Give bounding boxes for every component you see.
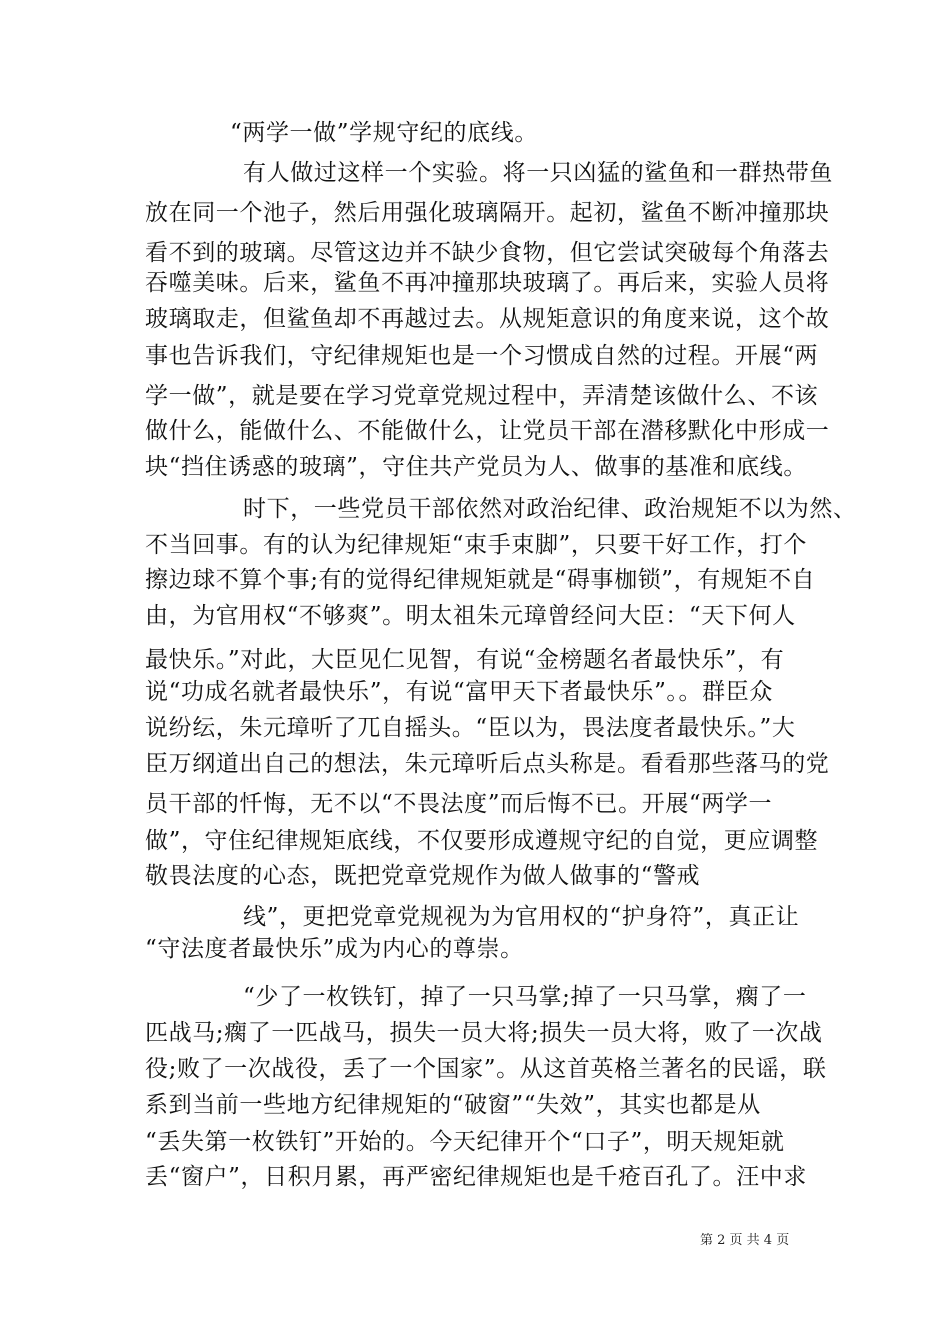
text-line: 由，为官用权“不够爽”。明太祖朱元璋曾经问大臣：“天下何人 — [145, 603, 796, 629]
text-line: 线”，更把党章党规视为为官用权的“护身符”，真正让 — [243, 904, 800, 930]
text-line: 时下，一些党员干部依然对政治纪律、政治规矩不以为然、 — [243, 496, 857, 522]
text-line: 说纷纭，朱元璋听了兀自摇头。“臣以为，畏法度者最快乐。”大 — [145, 715, 796, 741]
text-line: 玻璃取走，但鲨鱼却不再越过去。从规矩意识的角度来说，这个故 — [145, 306, 830, 332]
text-line: “两学一做”学规守纪的底线。 — [230, 120, 538, 146]
text-line: 役;败了一次战役，丢了一个国家”。从这首英格兰著名的民谣，联 — [145, 1056, 827, 1082]
text-line: 不当回事。有的认为纪律规矩“束手束脚”，只要干好工作，打个 — [145, 532, 807, 558]
text-line: 学一做”，就是要在学习党章党规过程中，弄清楚该做什么、不该 — [145, 383, 819, 409]
text-line: 吞噬美味。后来，鲨鱼不再冲撞那块玻璃了。再后来，实验人员将 — [145, 270, 830, 296]
text-line: 做什么，能做什么、不能做什么，让党员干部在潜移默化中形成一 — [145, 418, 830, 444]
text-line: 敬畏法度的心态，既把党章党规作为做人做事的“警戒 — [145, 863, 701, 889]
text-line: “丢失第一枚铁钉”开始的。今天纪律开个“口子”，明天规矩就 — [145, 1129, 785, 1155]
text-line: 做”，守住纪律规矩底线，不仅要形成遵规守纪的自觉，更应调整 — [145, 828, 819, 854]
text-line: 擦边球不算个事;有的觉得纪律规矩就是“碍事枷锁”，有规矩不自 — [145, 567, 816, 593]
text-line: 说“功成名就者最快乐”，有说“富甲天下者最快乐”。。群臣众 — [145, 679, 773, 705]
text-line: 放在同一个池子，然后用强化玻璃隔开。起初，鲨鱼不断冲撞那块 — [145, 200, 830, 226]
text-line: 块“挡住诱惑的玻璃”，守住共产党员为人、做事的基准和底线。 — [145, 454, 807, 480]
page-number: 第 2 页 共 4 页 — [700, 1233, 790, 1248]
text-line: 系到当前一些地方纪律规矩的“破窗”“失效”，其实也都是从 — [145, 1092, 761, 1118]
text-line: 匹战马;瘸了一匹战马，损失一员大将;损失一员大将，败了一次战 — [145, 1020, 823, 1046]
text-line: 事也告诉我们，守纪律规矩也是一个习惯成自然的过程。开展“两 — [145, 343, 819, 369]
text-line: 最快乐。”对此，大臣见仁见智，有说“金榜题名者最快乐”，有 — [145, 647, 785, 673]
text-line: “少了一枚铁钉，掉了一只马掌;掉了一只马掌，瘸了一 — [243, 984, 807, 1010]
text-line: 看不到的玻璃。尽管这边并不缺少食物，但它尝试突破每个角落去 — [145, 240, 830, 266]
text-line: 臣万纲道出自己的想法，朱元璋听后点头称是。看看那些落马的党 — [145, 751, 830, 777]
text-line: 有人做过这样一个实验。将一只凶猛的鲨鱼和一群热带鱼 — [243, 160, 833, 186]
text-line: 员干部的忏悔，无不以“不畏法度”而后悔不已。开展“两学一 — [145, 791, 773, 817]
text-line: “守法度者最快乐”成为内心的尊崇。 — [145, 936, 524, 962]
text-line: 丢“窗户”，日积月累，再严密纪律规矩也是千疮百孔了。汪中求 — [145, 1164, 807, 1190]
